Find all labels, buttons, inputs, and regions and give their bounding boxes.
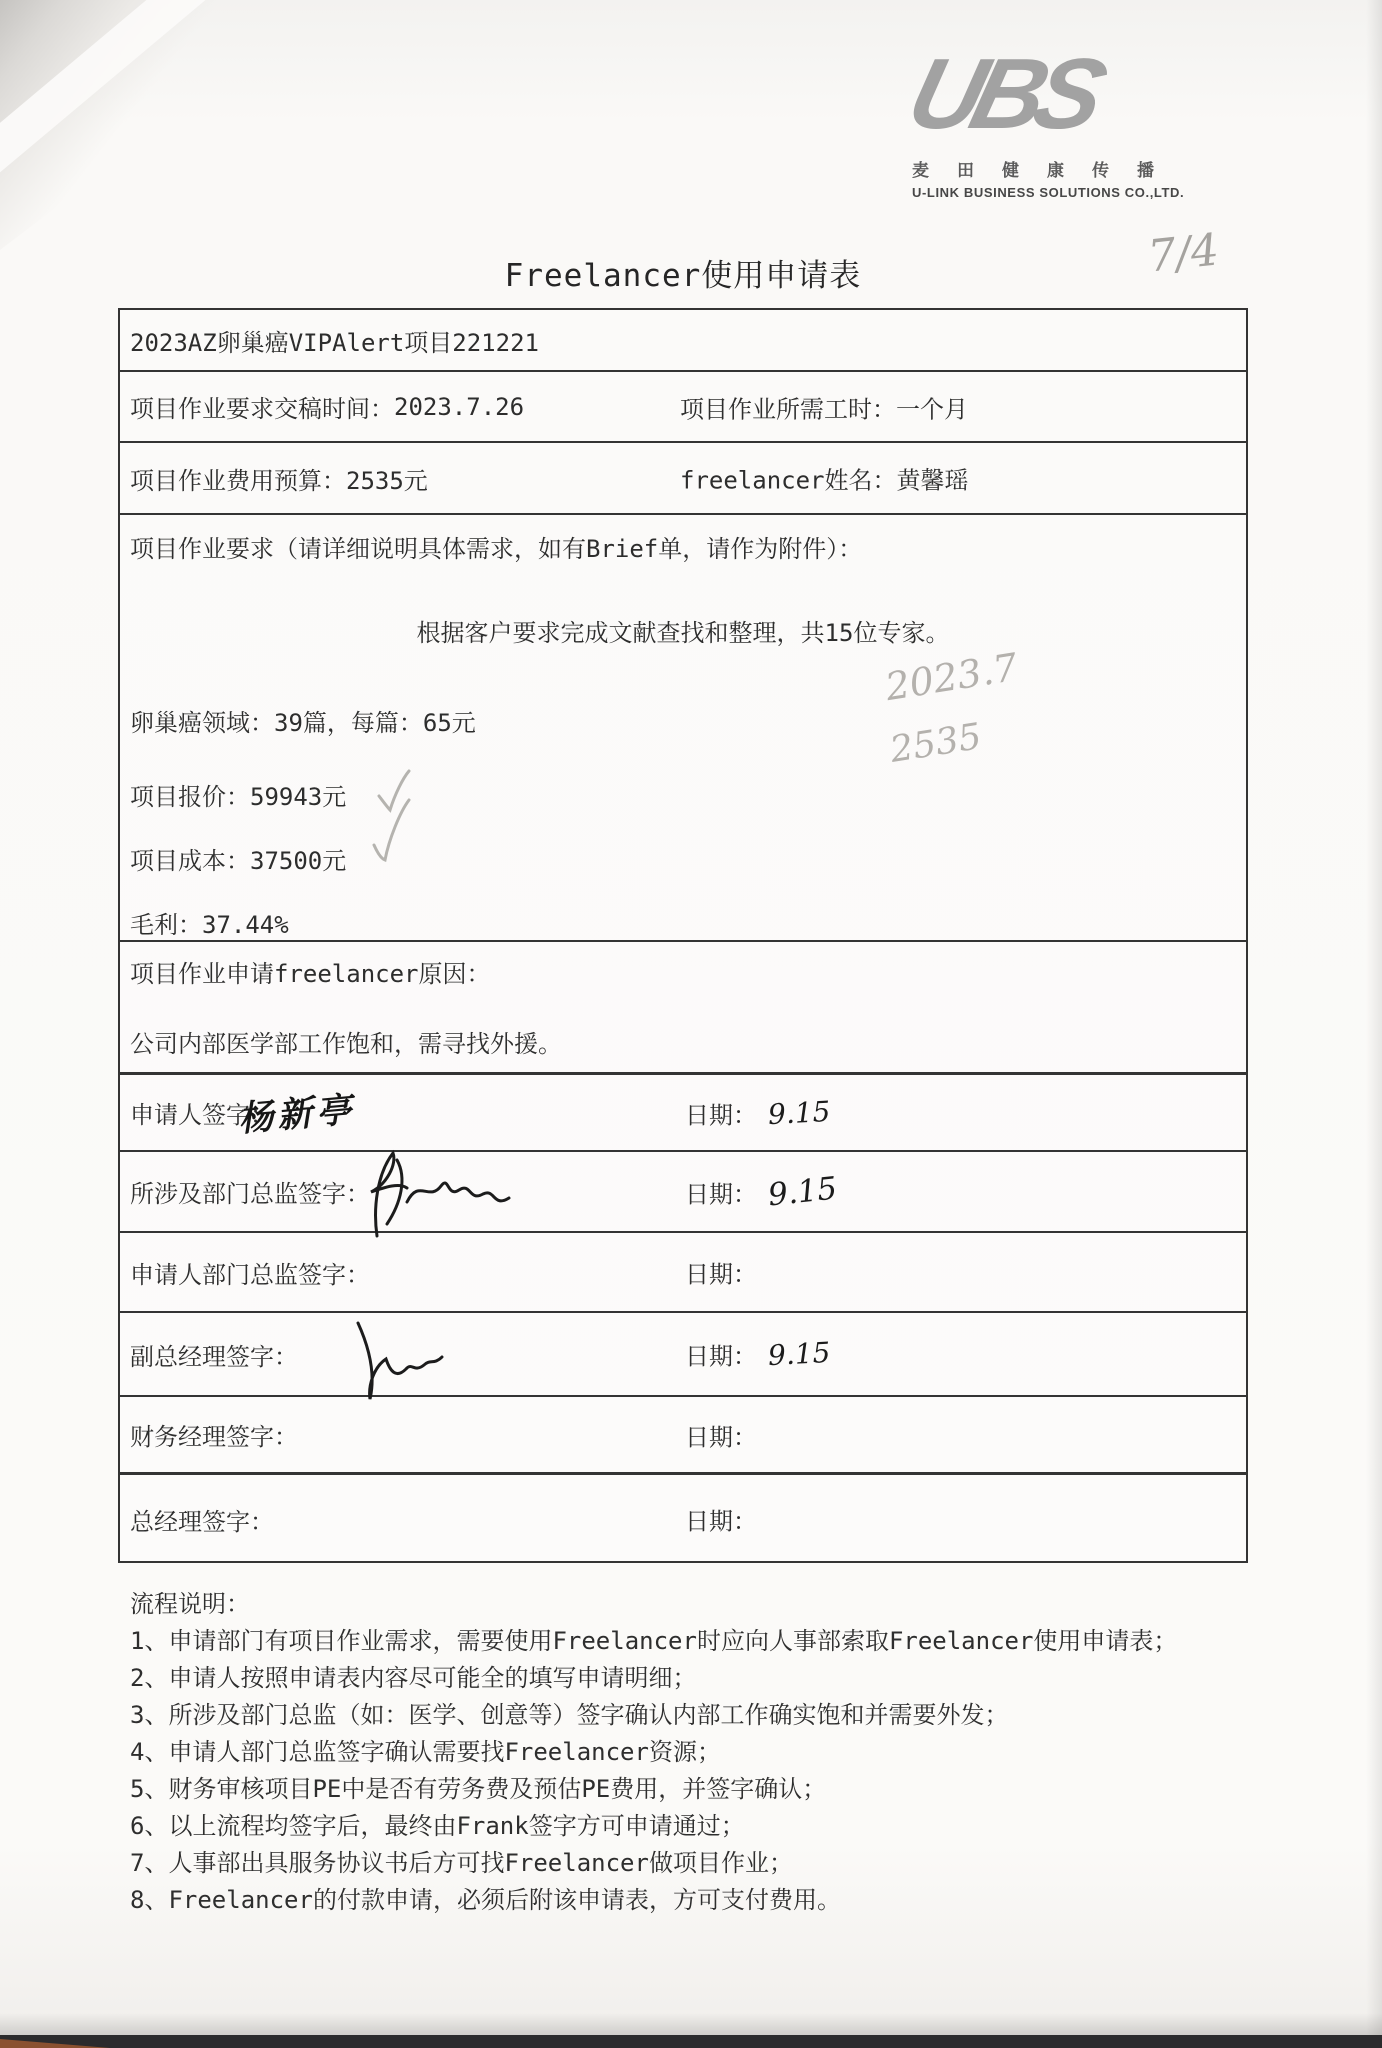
process-note-item: 8、Freelancer的付款申请，必须后附该申请表，方可支付费用。 [130, 1886, 841, 1914]
signature-label: 财务经理签字： [130, 1423, 298, 1451]
project-name-row [120, 310, 1246, 372]
signature-row-general-manager [120, 1475, 1246, 1563]
freelancer-name [680, 461, 969, 496]
signature-row-involved-director [120, 1152, 1246, 1233]
budget-label: 项目作业费用预算： [130, 466, 346, 495]
requirements-line-quote: 项目报价：59943元 [130, 783, 347, 811]
deadline-row [120, 372, 1246, 443]
handwritten-note-date: 2023.7 [882, 644, 1021, 710]
requirements-line-field: 卵巢癌领域：39篇，每篇：65元 [130, 709, 476, 737]
handwritten-date: 9.15 [767, 1335, 832, 1373]
reason-row [120, 942, 1246, 1075]
deadline-value: 2023.7.26 [394, 392, 525, 421]
handwritten-signature: 杨新亭 [236, 1088, 357, 1141]
logo-english-name: U-LINK BUSINESS SOLUTIONS CO.,LTD. [912, 185, 1185, 200]
application-form-table [118, 308, 1248, 1563]
freelancer-name-value: 黄馨瑶 [896, 466, 969, 495]
process-note-item: 1、申请部门有项目作业需求，需要使用Freelancer时应向人事部索取Freelancer使用申请表； [130, 1627, 1178, 1655]
handwritten-corner-note: 7/4 [1145, 224, 1222, 283]
reason-text: 公司内部医学部工作饱和，需寻找外援。 [130, 1030, 562, 1058]
signature-label: 所涉及部门总监签字： [130, 1180, 370, 1208]
signature-label: 副总经理签字： [130, 1342, 298, 1371]
date-label: 日期： [685, 1423, 757, 1451]
work-hours [680, 389, 968, 424]
project-name: 2023AZ卵巢癌VIPAlert项目221221 [130, 328, 539, 357]
signature-label: 申请人部门总监签字： [130, 1260, 370, 1289]
signature-label: 总经理签字： [130, 1507, 274, 1536]
budget-value: 2535元 [346, 466, 428, 495]
process-notes-header: 流程说明： [130, 1590, 250, 1618]
paper-bottom-shadow [0, 2013, 1382, 2035]
date-label: 日期： [685, 1101, 757, 1129]
date-label: 日期： [685, 1342, 757, 1371]
freelancer-name-label: freelancer姓名： [680, 466, 897, 495]
handwritten-signature [335, 1148, 535, 1240]
requirements-row [120, 515, 1246, 942]
process-notes [130, 1586, 1260, 1919]
page-edge-shadow [1366, 0, 1382, 2048]
handwritten-date: 9.15 [767, 1094, 832, 1131]
handwritten-note-amount: 2535 [887, 716, 985, 771]
desk-edge [0, 2035, 1382, 2048]
process-note-item: 3、所涉及部门总监（如：医学、创意等）签字确认内部工作确实饱和并需要外发； [130, 1701, 1009, 1729]
company-logo [898, 38, 1212, 200]
logo-chinese-name: 麦田健康传播 [912, 161, 1182, 180]
date-label: 日期： [685, 1507, 757, 1536]
signature-row-vice-gm [120, 1313, 1246, 1397]
logo-ubs-icon: UBS [898, 38, 1108, 150]
pencil-check-icon [368, 797, 412, 863]
process-note-item: 6、以上流程均签字后，最终由Frank签字方可申请通过； [130, 1812, 745, 1840]
process-note-item: 7、人事部出具服务协议书后方可找Freelancer做项目作业； [130, 1849, 793, 1877]
signature-label: 申请人签字： [130, 1101, 274, 1129]
process-note-item: 4、申请人部门总监签字确认需要找Freelancer资源； [130, 1738, 721, 1766]
requirements-header: 项目作业要求（请详细说明具体需求，如有Brief单，请作为附件）： [130, 535, 863, 563]
requirements-line-margin: 毛利：37.44% [130, 911, 289, 939]
page-title: Freelancer使用申请表 [504, 258, 862, 294]
date-label: 日期： [685, 1260, 757, 1289]
budget-row [120, 443, 1246, 515]
signature-row-applicant-director [120, 1233, 1246, 1313]
signature-row-finance-manager [120, 1397, 1246, 1475]
hours-value: 一个月 [896, 395, 968, 423]
requirements-summary: 根据客户要求完成文献查找和整理，共15位专家。 [416, 619, 950, 647]
requirements-line-cost: 项目成本：37500元 [130, 847, 347, 875]
hours-label: 项目作业所需工时： [680, 395, 896, 423]
reason-header: 项目作业申请freelancer原因： [130, 960, 491, 988]
handwritten-date: 9.15 [766, 1169, 839, 1214]
date-label: 日期： [685, 1180, 757, 1208]
process-note-item: 5、财务审核项目PE中是否有劳务费及预估PE费用，并签字确认； [130, 1775, 827, 1803]
deadline-label: 项目作业要求交稿时间： [130, 395, 394, 423]
process-note-item: 2、申请人按照申请表内容尽可能全的填写申请明细； [130, 1664, 697, 1692]
signature-row-applicant [120, 1075, 1246, 1152]
handwritten-signature [328, 1315, 453, 1403]
